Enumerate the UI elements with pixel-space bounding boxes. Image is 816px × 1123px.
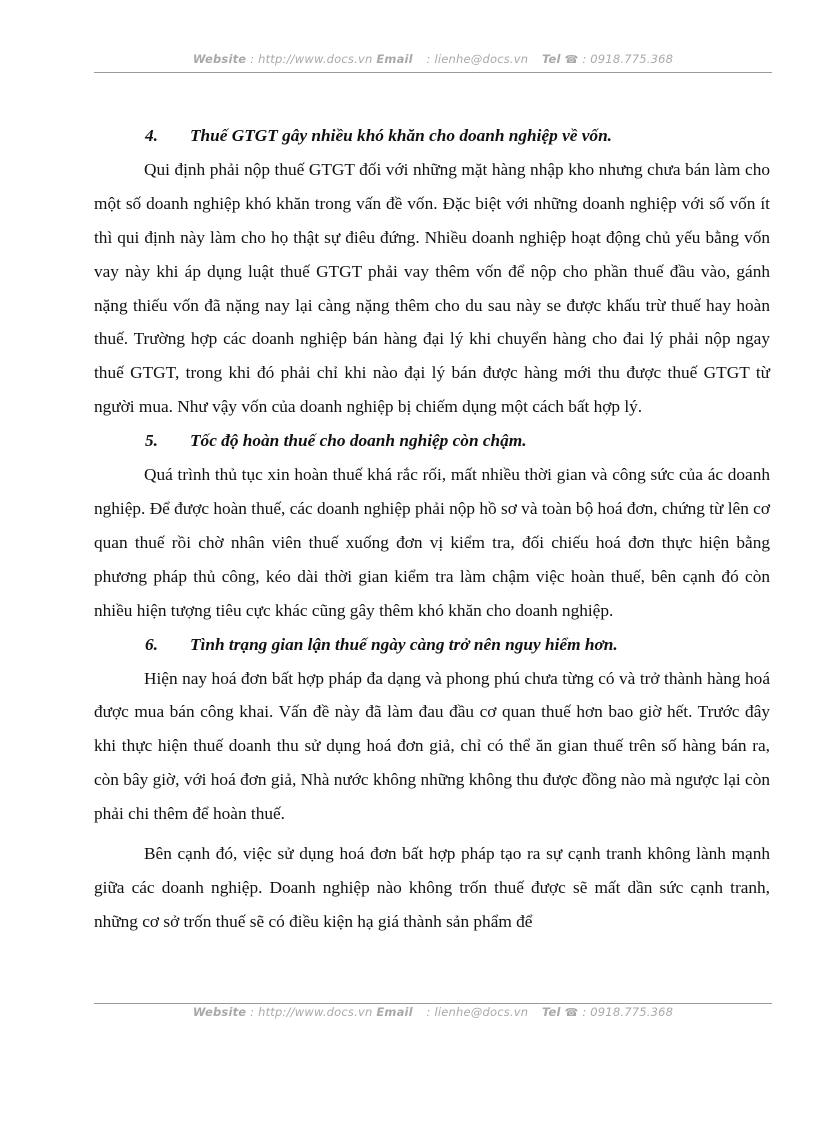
page-footer: [94, 1003, 772, 1019]
header-email-address[interactable]: : lienhe@docs.vn: [426, 52, 529, 66]
section-title: Tốc độ hoàn thuế cho doanh nghiệp còn chậm.: [190, 431, 527, 451]
footer-tel-label: Tel: [542, 1005, 561, 1019]
footer-website-url[interactable]: : http://www.docs.vn: [250, 1005, 373, 1019]
phone-icon: ☎: [564, 53, 579, 66]
section-number: 4.: [145, 126, 158, 145]
header-website-label: Website: [192, 52, 247, 66]
footer-email-label: Email: [376, 1005, 413, 1019]
phone-icon: ☎: [564, 1006, 579, 1019]
footer-tel-number: : 0918.775.368: [582, 1005, 674, 1019]
header-email-label: Email: [376, 52, 413, 66]
section-number: 5.: [145, 431, 158, 451]
body-paragraph: Quá trình thủ tục xin hoàn thuế khá rắc rối, mất nhiều thời gian và công sức của ác doanh nghiệp. Để được hoàn thuế, các doanh nghiệp phải nộp hồ sơ và toàn bộ hoá đơn, chứng từ lên cơ quan thuế rồi chờ nhân viên thuế xuống đơn vị kiểm tra, đối chiếu hoá đơn thực hiện bằng phương pháp thủ công, kéo dài thời gian kiểm tra làm chậm việc hoàn thuế, bên cạnh đó còn nhiều hiện tượng tiêu cực khác cũng gây thêm khó khăn cho doanh nghiệp.: [94, 465, 770, 620]
header-tel-label: Tel: [542, 52, 561, 66]
section-number: 6.: [145, 634, 158, 654]
body-paragraph: Bên cạnh đó, việc sử dụng hoá đơn bất hợp pháp tạo ra sự cạnh tranh không lành mạnh giữa các doanh nghiệp. Doanh nghiệp nào không trốn thuế được sẽ mất dần sức cạnh tranh, những cơ sở trốn thuế sẽ có điều kiện hạ giá thành sản phẩm để: [94, 844, 770, 931]
section-heading-4: [94, 119, 770, 153]
header-tel-number: : 0918.775.368: [582, 52, 674, 66]
section-title: Thuế GTGT gây nhiều khó khăn cho doanh nghiệp về vốn.: [190, 126, 612, 145]
body-paragraph: Qui định phải nộp thuế GTGT đối với những mặt hàng nhập kho nhưng chưa bán làm cho một số doanh nghiệp khó khăn trong vấn đề vốn. Đặc biệt với những doanh nghiệp với số vốn ít thì qui định này làm cho họ thật sự điêu đứng. Nhiều doanh nghiệp hoạt động chủ yếu bằng vốn vay này khi áp dụng luật thuế GTGT phải vay thêm vốn để nộp cho phần thuế đầu vào, gánh nặng thiếu vốn đã nặng nay lại càng nặng thêm cho du sau này se được khấu trừ thuế hay hoàn thuế. Trường hợp các doanh nghiệp bán hàng đại lý khi chuyển hàng cho đai lý phải nộp ngay thuế GTGT, trong khi đó phải chỉ khi nào đại lý bán được hàng mới thu được thuế GTGT từ người mua. Như vậy vốn của doanh nghiệp bị chiếm dụng một cách bất hợp lý.: [94, 159, 770, 417]
body-paragraph: Hiện nay hoá đơn bất hợp pháp đa dạng và phong phú chưa từng có và trở thành hàng hoá được mua bán công khai. Vấn đề này đã làm đau đầu cơ quan thuế hơn bao giờ hết. Trước đây khi thực hiện thuế doanh thu sử dụng hoá đơn giả, chỉ có thể ăn gian thuế trên số hàng bán ra, còn bây giờ, với hoá đơn giả, Nhà nước không những không thu được đồng nào mà ngược lại còn phải chi thêm để hoàn thuế.: [94, 668, 770, 824]
footer-email-address[interactable]: : lienhe@docs.vn: [426, 1005, 529, 1019]
page-header: [94, 52, 772, 73]
section-title: Tình trạng gian lận thuế ngày càng trở nên nguy hiểm hơn.: [190, 634, 618, 654]
document-body: [94, 119, 770, 939]
footer-website-label: Website: [192, 1005, 247, 1019]
header-website-url[interactable]: : http://www.docs.vn: [250, 52, 373, 66]
section-heading-6: [94, 628, 770, 662]
section-heading-5: [94, 424, 770, 458]
